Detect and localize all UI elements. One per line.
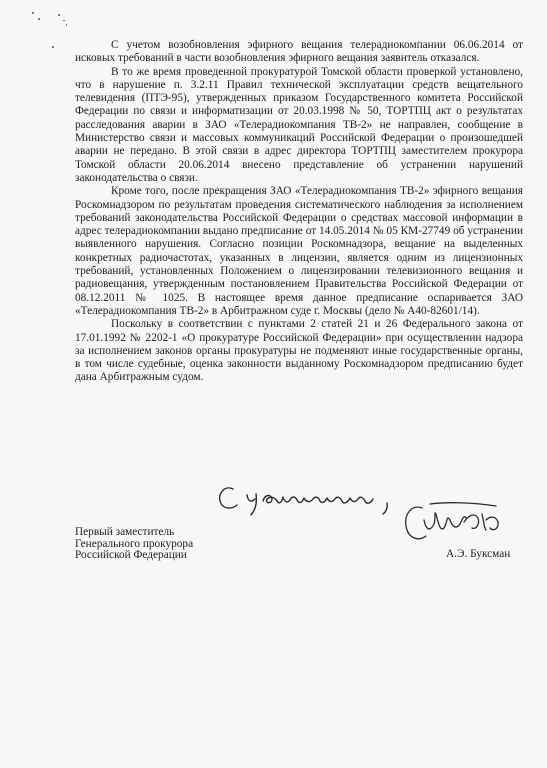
paragraph-3: Кроме того, после прекращения ЗАО «Телерадиокомпания ТВ-2» эфирного вещания Роскомнадзором по результатам проведения систематического наблюдения за исполнением требований законодательства Российской Федерации о средствах массовой информации в адрес телерадиокомпании выдано предписание от 14.05.2014 № 05 КМ-27749 об устранении выявленного нарушения. Согласно позиции Роскомнадзора, вещание на выделенных конкретных радиочастотах, указанных в лицензии, является одним из лицензионных требований, установленных Положением о лицензировании телевизионного вещания и радиовещания, утвержденным постановлением Правительства Российской Федерации от 08.12.2011 № 1025. В настоящее время данное предписание оспаривается ЗАО «Телерадиокомпания ТВ-2» в Арбитражном суде г. Москвы (дело № А40-82601/14). [75, 185, 523, 317]
paragraph-2: В то же время проведенной прокуратурой Томской области проверкой установлено, что в нарушение п. 3.2.11 Правил технической эксплуатации средств вещательного телевидения (ПТЭ-95), утвержденных приказом Государственного комитета Российской Федерации по связи и информатизации от 20.03.1998 № 50, ТОРТПЦ акт о результатах расследования аварии в ЗАО «Телерадиокомпания ТВ-2» не направлен, сообщение в Министерство связи и массовых коммуникаций Российской Федерации о произошедшей аварии не передано. В этой связи в адрес директора ТОРТПЦ заместителем прокурора Томской области 20.06.2014 внесено представление об устранении нарушений законодательства о связи. [75, 65, 523, 184]
paragraph-1: С учетом возобновления эфирного вещания телерадиокомпании 06.06.2014 от исковых требований в части возобновления эфирного вещания заявитель отказался. [75, 39, 523, 65]
signer-title-line: Российской Федерации [75, 549, 187, 561]
signer-title [75, 527, 295, 562]
signature [400, 500, 510, 548]
handwritten-closing [215, 479, 395, 519]
letter-body [75, 39, 523, 385]
signer-name: А.Э. Буксман [446, 548, 511, 560]
paragraph-4: Поскольку в соответствии с пунктами 2 статей 21 и 26 Федерального закона от 17.01.1992 № 2202-1 «О прокуратуре Российской Федерации» при осуществлении надзора за исполнением законов органы прокуратуры не подменяют иные государственные органы, в том числе судебные, оценка законности выданному Роскомнадзором предписанию будет дана Арбитражным судом. [75, 318, 523, 384]
signer-title-line: Генерального прокурора [75, 537, 194, 550]
signer-title-line: Первый заместитель [75, 526, 175, 538]
